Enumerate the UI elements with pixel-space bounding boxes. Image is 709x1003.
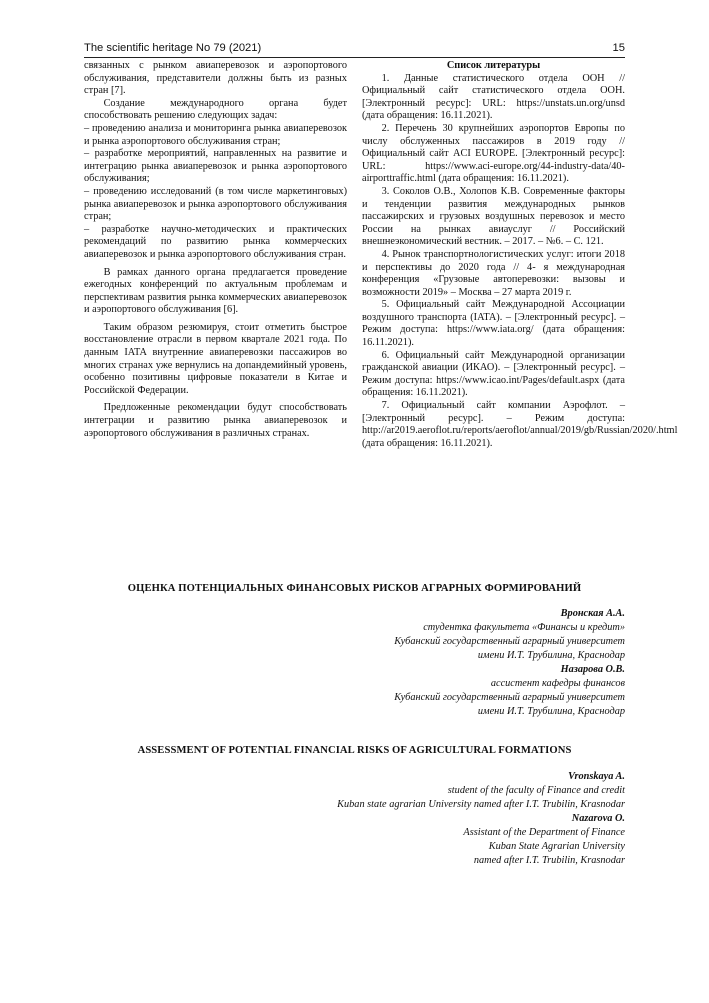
list-item: – разработке мероприятий, направленных на развитие и интеграцию рынка авиаперевозок и рынка аэропортового обслуживания; [84, 148, 347, 185]
reference-item: 6. Официальный сайт Международной организации гражданской авиации (ИКАО). – [Электронный ресурс]. – Режим доступа: https://www.icao.int/Pages/default.aspx (дата обращения: 16.11.2021). [362, 349, 625, 399]
journal-title: The scientific heritage No 79 (2021) [84, 42, 262, 54]
author-affiliation: Кубанский государственный аграрный университет [394, 636, 625, 647]
paragraph: Создание международного органа будет способствовать решению следующих задач: [84, 97, 347, 122]
author-affiliation: студентка факультета «Финансы и кредит» [423, 622, 625, 633]
list-item: – проведению анализа и мониторинга рынка авиаперевозок и рынка аэропортового обслуживания стран; [84, 122, 347, 147]
list-item: – проведению исследований (в том числе маркетинговых) рынка авиаперевозок и рынка аэропортового обслуживания стран; [84, 185, 347, 223]
references-column [362, 60, 678, 450]
running-header [84, 42, 625, 62]
header-rule [84, 57, 625, 58]
left-column [84, 60, 347, 440]
author-affiliation: Кубанский государственный аграрный университет [394, 692, 625, 703]
author-affiliation: имени И.Т. Трубилина, Краснодар [477, 650, 625, 661]
reference-item: 5. Официальный сайт Международной Ассоциации воздушного транспорта (IATA). – [Электронный ресурс]. – Режим доступа: https://www.iata.org/ (дата обращения: 16.11.2021). [362, 299, 625, 349]
author-affiliation: Kuban State Agrarian University [488, 841, 625, 852]
authors-ru [240, 607, 625, 719]
reference-item: 1. Данные статистического отдела ООН // Официальный сайт статистического отдела ООН. [Электронный ресурс]: URL: https://unstats.un.org/unsd (дата обращения: 16.11.2021). [362, 72, 625, 122]
author-affiliation: Assistant of the Department of Finance [463, 827, 625, 838]
author-affiliation: ассистент кафедры финансов [490, 678, 625, 689]
author-affiliation: named after I.T. Trubilin, Krasnodar [473, 855, 625, 866]
paragraph: Таким образом резюмируя, стоит отметить быстрое восстановление отрасли в первом квартале 2021 года. По данным IATA внутренние авиаперевозки пассажиров во многих странах уже вернулись на допандемийный уровень, особенно позитивны цифровые показатели в Китае и Российской Федерации. [84, 321, 347, 396]
article-title-en: ASSESSMENT OF POTENTIAL FINANCIAL RISKS OF AGRICULTURAL FORMATIONS [137, 745, 572, 756]
authors-en [240, 770, 625, 868]
author-name: Назарова О.В. [560, 664, 625, 675]
reference-item: 4. Рынок транспортнологистических услуг: итоги 2018 и перспективы до 2020 года // 4- я международная конференция «Грузовые автоперевозки: вызовы и возможности 2019» – Москва – 27 марта 2019 г. [362, 248, 625, 298]
author-affiliation: имени И.Т. Трубилина, Краснодар [477, 706, 625, 717]
page-number: 15 [612, 42, 625, 54]
author-name: Nazarova O. [571, 813, 625, 824]
list-item: – разработке научно-методических и практических рекомендаций по развитию рынка коммерческих авиаперевозок и рынка аэропортового обслуживания стран. [84, 223, 347, 260]
author-affiliation: student of the faculty of Finance and credit [447, 785, 625, 796]
paragraph: В рамках данного органа предлагается проведение ежегодных конференций по актуальным проблемам и перспективам развития рынка коммерческих авиаперевозок и аэропортового обслуживания [6]. [84, 266, 347, 316]
author-name: Vronskaya A. [568, 771, 625, 782]
paragraph: связанных с рынком авиаперевозок и аэропортового обслуживания, представители должны быть из разных стран [7]. [84, 60, 347, 97]
author-name: Вронская А.А. [560, 608, 625, 619]
reference-item: 3. Соколов О.В., Холопов К.В. Современные факторы и тенденции развития международных рынков пассажирских и грузовых воздушных перевозок и место России на рынках авиауслуг // Российский внешнеэкономический вестник. – 2017. – №6. – С. 121. [362, 185, 625, 248]
author-affiliation: Kuban state agrarian University named after I.T. Trubilin, Krasnodar [337, 799, 625, 810]
references-heading: Список литературы [446, 60, 541, 71]
reference-item: 2. Перечень 30 крупнейших аэропортов Европы по числу обслуженных пассажиров в 2019 году // Официальный сайт ACI EUROPE. [Электронный ресурс]: URL: https://www.aci-europe.org/44-industry-data/40-airporttraffic.html (дата обращения: 16.11.2021). [362, 122, 625, 185]
paragraph: Предложенные рекомендации будут способствовать интеграции и развитию рынка авиаперевозок и аэропортового обслуживания в различных странах. [84, 402, 347, 439]
article-title-ru: ОЦЕНКА ПОТЕНЦИАЛЬНЫХ ФИНАНСОВЫХ РИСКОВ АГРАРНЫХ ФОРМИРОВАНИЙ [127, 583, 582, 594]
reference-item: 7. Официальный сайт компании Аэрофлот. – [Электронный ресурс]. – Режим доступа: http://ar2019.aeroflot.ru/reports/aeroflot/annual/2019/gb/Russian/2020/.html (дата обращения: 16.11.2021). [362, 400, 678, 449]
